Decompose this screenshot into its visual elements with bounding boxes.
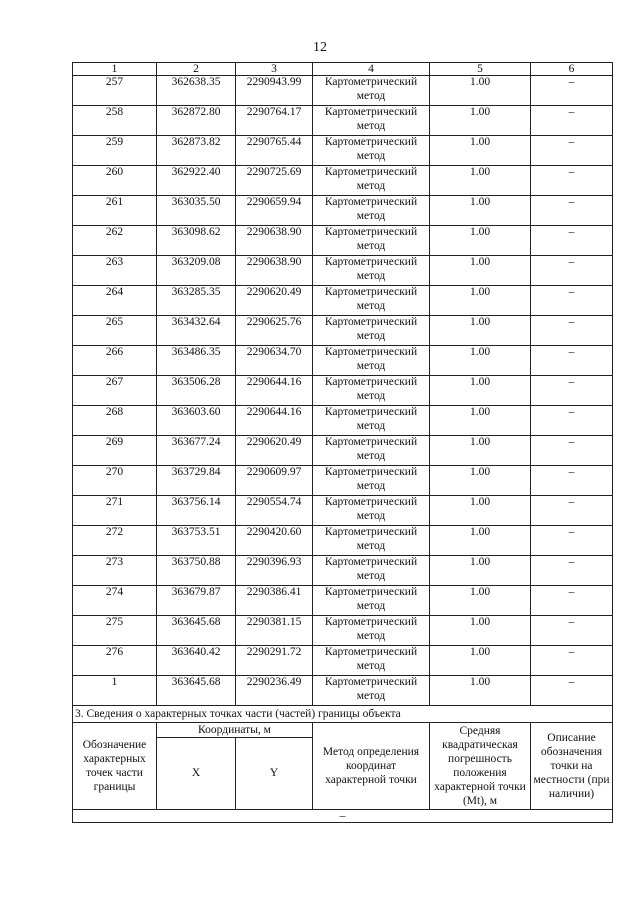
empty-marker: – [73, 810, 613, 823]
table-row [73, 196, 613, 226]
cell-coord-y: 2290291.72 [236, 646, 313, 676]
cell-method: Картометрический метод [313, 226, 430, 256]
cell-description: – [531, 466, 613, 496]
cell-coord-y: 2290634.70 [236, 346, 313, 376]
cell-description: – [531, 286, 613, 316]
cell-point-id: 258 [73, 106, 157, 136]
cell-method: Картометрический метод [313, 556, 430, 586]
cell-coord-x: 363506.28 [157, 376, 236, 406]
cell-accuracy: 1.00 [430, 106, 531, 136]
cell-method: Картометрический метод [313, 406, 430, 436]
cell-method: Картометрический метод [313, 616, 430, 646]
cell-coord-x: 363645.68 [157, 616, 236, 646]
cell-description: – [531, 166, 613, 196]
cell-description: – [531, 406, 613, 436]
column-number: 1 [73, 63, 157, 76]
cell-description: – [531, 136, 613, 166]
cell-point-id: 270 [73, 466, 157, 496]
cell-coord-y: 2290420.60 [236, 526, 313, 556]
cell-coord-x: 363756.14 [157, 496, 236, 526]
cell-method: Картометрический метод [313, 436, 430, 466]
cell-accuracy: 1.00 [430, 76, 531, 106]
cell-accuracy: 1.00 [430, 166, 531, 196]
cell-coord-y: 2290638.90 [236, 256, 313, 286]
cell-description: – [531, 436, 613, 466]
cell-accuracy: 1.00 [430, 286, 531, 316]
cell-description: – [531, 556, 613, 586]
cell-method: Картометрический метод [313, 286, 430, 316]
cell-description: – [531, 106, 613, 136]
table-row [73, 646, 613, 676]
cell-coord-y: 2290638.90 [236, 226, 313, 256]
cell-accuracy: 1.00 [430, 676, 531, 706]
cell-method: Картометрический метод [313, 496, 430, 526]
cell-coord-x: 363603.60 [157, 406, 236, 436]
cell-description: – [531, 586, 613, 616]
cell-point-id: 267 [73, 376, 157, 406]
cell-point-id: 263 [73, 256, 157, 286]
cell-point-id: 269 [73, 436, 157, 466]
cell-coord-x: 363677.24 [157, 436, 236, 466]
cell-description: – [531, 196, 613, 226]
cell-point-id: 271 [73, 496, 157, 526]
cell-method: Картометрический метод [313, 256, 430, 286]
cell-description: – [531, 76, 613, 106]
table-row [73, 676, 613, 706]
cell-point-id: 264 [73, 286, 157, 316]
cell-coord-x: 363729.84 [157, 466, 236, 496]
column-number: 2 [157, 63, 236, 76]
cell-coord-y: 2290609.97 [236, 466, 313, 496]
table-row [73, 76, 613, 106]
table-row [73, 436, 613, 466]
cell-accuracy: 1.00 [430, 256, 531, 286]
cell-coord-x: 362873.82 [157, 136, 236, 166]
cell-accuracy: 1.00 [430, 226, 531, 256]
cell-coord-y: 2290764.17 [236, 106, 313, 136]
cell-coord-x: 363486.35 [157, 346, 236, 376]
cell-coord-x: 363432.64 [157, 316, 236, 346]
cell-description: – [531, 496, 613, 526]
cell-coord-y: 2290620.49 [236, 286, 313, 316]
description-header: Описание обозначения точки на местности (при наличии) [531, 723, 613, 810]
cell-coord-y: 2290236.49 [236, 676, 313, 706]
cell-method: Картометрический метод [313, 166, 430, 196]
cell-method: Картометрический метод [313, 646, 430, 676]
cell-coord-x: 362638.35 [157, 76, 236, 106]
cell-coord-x: 363035.50 [157, 196, 236, 226]
cell-coord-x: 363645.68 [157, 676, 236, 706]
section-3-empty-row [73, 810, 613, 823]
cell-coord-y: 2290659.94 [236, 196, 313, 226]
cell-accuracy: 1.00 [430, 496, 531, 526]
cell-method: Картометрический метод [313, 76, 430, 106]
cell-method: Картометрический метод [313, 376, 430, 406]
cell-coord-y: 2290943.99 [236, 76, 313, 106]
cell-accuracy: 1.00 [430, 406, 531, 436]
cell-description: – [531, 346, 613, 376]
table-row [73, 466, 613, 496]
table-row [73, 406, 613, 436]
cell-accuracy: 1.00 [430, 556, 531, 586]
cell-description: – [531, 526, 613, 556]
x-header: X [157, 738, 236, 810]
table-row [73, 496, 613, 526]
cell-coord-y: 2290381.15 [236, 616, 313, 646]
cell-method: Картометрический метод [313, 586, 430, 616]
cell-accuracy: 1.00 [430, 136, 531, 166]
cell-accuracy: 1.00 [430, 616, 531, 646]
points-table [72, 62, 613, 823]
cell-point-id: 276 [73, 646, 157, 676]
column-number-row [73, 63, 613, 76]
cell-coord-x: 362922.40 [157, 166, 236, 196]
cell-accuracy: 1.00 [430, 586, 531, 616]
cell-description: – [531, 226, 613, 256]
table-row [73, 106, 613, 136]
cell-description: – [531, 616, 613, 646]
cell-description: – [531, 256, 613, 286]
cell-coord-y: 2290620.49 [236, 436, 313, 466]
cell-method: Картометрический метод [313, 316, 430, 346]
table-row [73, 616, 613, 646]
cell-point-id: 265 [73, 316, 157, 346]
cell-accuracy: 1.00 [430, 346, 531, 376]
table-row [73, 526, 613, 556]
cell-method: Картометрический метод [313, 526, 430, 556]
table-row [73, 286, 613, 316]
cell-coord-y: 2290644.16 [236, 406, 313, 436]
cell-coord-x: 363209.08 [157, 256, 236, 286]
column-number: 5 [430, 63, 531, 76]
cell-coord-x: 362872.80 [157, 106, 236, 136]
table-row [73, 346, 613, 376]
cell-accuracy: 1.00 [430, 196, 531, 226]
cell-coord-y: 2290725.69 [236, 166, 313, 196]
cell-coord-x: 363098.62 [157, 226, 236, 256]
table-row [73, 556, 613, 586]
cell-accuracy: 1.00 [430, 646, 531, 676]
cell-point-id: 273 [73, 556, 157, 586]
cell-coord-y: 2290554.74 [236, 496, 313, 526]
cell-point-id: 1 [73, 676, 157, 706]
column-number: 3 [236, 63, 313, 76]
cell-coord-y: 2290625.76 [236, 316, 313, 346]
cell-coord-y: 2290644.16 [236, 376, 313, 406]
section-3-title: 3. Сведения о характерных точках части (частей) границы объекта [73, 706, 613, 723]
cell-point-id: 262 [73, 226, 157, 256]
accuracy-header: Средняя квадратическая погрешность положения характерной точки (Mt), м [430, 723, 531, 810]
table-row [73, 316, 613, 346]
section-3-title-row [73, 706, 613, 723]
cell-accuracy: 1.00 [430, 316, 531, 346]
cell-coord-x: 363750.88 [157, 556, 236, 586]
cell-description: – [531, 646, 613, 676]
cell-accuracy: 1.00 [430, 466, 531, 496]
cell-method: Картометрический метод [313, 196, 430, 226]
table-row [73, 136, 613, 166]
table-row [73, 226, 613, 256]
column-number: 4 [313, 63, 430, 76]
cell-coord-x: 363679.87 [157, 586, 236, 616]
cell-point-id: 257 [73, 76, 157, 106]
cell-coord-x: 363285.35 [157, 286, 236, 316]
cell-point-id: 272 [73, 526, 157, 556]
cell-method: Картометрический метод [313, 466, 430, 496]
cell-accuracy: 1.00 [430, 526, 531, 556]
cell-coord-y: 2290765.44 [236, 136, 313, 166]
cell-accuracy: 1.00 [430, 436, 531, 466]
coordinates-header: Координаты, м [157, 723, 313, 738]
cell-method: Картометрический метод [313, 676, 430, 706]
cell-point-id: 274 [73, 586, 157, 616]
column-number: 6 [531, 63, 613, 76]
cell-point-id: 259 [73, 136, 157, 166]
cell-point-id: 266 [73, 346, 157, 376]
section-3-header-row [73, 723, 613, 738]
cell-coord-y: 2290396.93 [236, 556, 313, 586]
y-header: Y [236, 738, 313, 810]
table-row [73, 256, 613, 286]
cell-point-id: 260 [73, 166, 157, 196]
cell-description: – [531, 676, 613, 706]
cell-point-id: 261 [73, 196, 157, 226]
cell-description: – [531, 316, 613, 346]
cell-accuracy: 1.00 [430, 376, 531, 406]
cell-method: Картометрический метод [313, 346, 430, 376]
cell-coord-x: 363640.42 [157, 646, 236, 676]
table-row [73, 376, 613, 406]
cell-method: Картометрический метод [313, 136, 430, 166]
cell-point-id: 268 [73, 406, 157, 436]
cell-method: Картометрический метод [313, 106, 430, 136]
table-row [73, 586, 613, 616]
table-row [73, 166, 613, 196]
method-header: Метод определения координат характерной точки [313, 723, 430, 810]
cell-point-id: 275 [73, 616, 157, 646]
cell-coord-x: 363753.51 [157, 526, 236, 556]
page-number: 12 [313, 40, 327, 55]
cell-description: – [531, 376, 613, 406]
cell-coord-y: 2290386.41 [236, 586, 313, 616]
point-label-header: Обозначение характерных точек части границы [73, 723, 157, 810]
